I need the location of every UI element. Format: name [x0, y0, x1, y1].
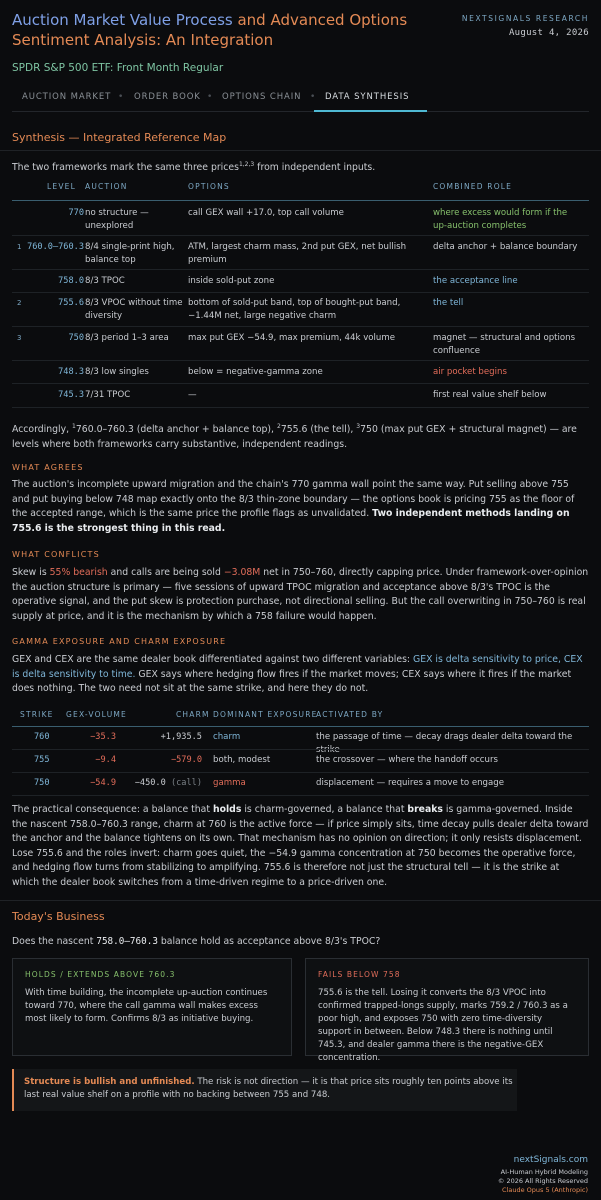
conclusion-callout: [12, 1069, 517, 1111]
report-date: August 4, 2026: [508, 28, 589, 38]
options-cell: max put GEX −54.9, max premium, 44k volume: [188, 333, 396, 343]
auction-cell: 8/3 TPOC: [85, 276, 125, 286]
auction-cell: 7/31 TPOC: [85, 390, 131, 400]
gex-cex-heading: GAMMA EXPOSURE AND CHARM EXPOSURE: [12, 637, 227, 646]
holds-scenario-heading: HOLDS / EXTENDS ABOVE 760.3: [25, 970, 176, 979]
auction-cell: no structure — unexplored: [85, 208, 149, 231]
activated-by-cell: displacement — requires a move to engage: [316, 778, 505, 788]
footer-copyright: © 2026 All Rights Reserved: [497, 1177, 588, 1185]
what-agrees-heading: WHAT AGREES: [12, 463, 84, 472]
tab-order-book[interactable]: ORDER BOOK: [134, 92, 201, 102]
tab-separator-dot: •: [207, 92, 213, 102]
divider: [0, 900, 601, 901]
charm-cell: −579.0: [170, 755, 202, 765]
row-rule: [12, 749, 589, 750]
gex-cell: −35.3: [90, 732, 116, 742]
row-rule: [12, 326, 589, 327]
tab-options-chain[interactable]: OPTIONS CHAIN: [222, 92, 302, 102]
activated-by-cell: the crossover — where the handoff occurs: [316, 755, 498, 765]
charm-cell: +1,935.5: [160, 732, 202, 742]
tab-bar: [12, 86, 589, 112]
activated-by-cell: the passage of time — decay drags dealer delta toward the: [316, 732, 573, 742]
tab-separator-dot: •: [118, 92, 124, 102]
auction-cell: 8/3 period 1–3 area: [85, 333, 169, 343]
tab-auction-market[interactable]: AUCTION MARKET: [22, 92, 112, 102]
charm-cell: −450.0 (call): [134, 778, 202, 788]
holds-scenario-card: [12, 958, 292, 1056]
options-cell: call GEX wall +17.0, top call volume: [188, 208, 344, 218]
todays-business-title: Today's Business: [12, 910, 105, 923]
role-cell: where excess would form if the up-auction completes: [433, 208, 568, 231]
business-question: Does the nascent 758.0–760.3 balance hold as acceptance above 8/3's TPOC?: [12, 936, 381, 947]
header-rule: [12, 200, 589, 201]
footer-site[interactable]: nextSignals.com: [513, 1155, 588, 1165]
exposure-cell: charm: [213, 732, 241, 742]
synthesis-title: Synthesis — Integrated Reference Map: [12, 131, 227, 144]
auction-cell: 8/4 single-print high, balance top: [85, 242, 175, 265]
synthesis-intro: The two frameworks mark the same three prices$^{1,2,3}$ from independent inputs.: [12, 161, 376, 174]
fails-scenario-text: 755.6 is the tell. Losing it converts the 8/3 VPOC into confirmed trapped-longs supply, marks 759.2 / 760.3 as a poor high, and exposes 750 with zero time-diversity support in between. Below 748.3 there is nothing until 745.3, and dealer gamma there is the negative-GEX concentration.: [318, 988, 568, 1063]
active-tab-indicator: [314, 110, 427, 112]
col-header-dominant-exposure: DOMINANT EXPOSURE: [213, 710, 318, 719]
page-title: Auction Market Value Process and Advanced Options Sentiment Analysis: An Integration: [12, 11, 408, 49]
tab-data-synthesis[interactable]: DATA SYNTHESIS: [325, 92, 410, 102]
gex-cell: −54.9: [90, 778, 116, 788]
options-cell: below = negative-gamma zone: [188, 367, 323, 377]
options-cell: inside sold-put zone: [188, 276, 275, 286]
col-header-level: LEVEL: [47, 182, 76, 191]
col-header-activated-by: ACTIVATED BY: [316, 710, 384, 719]
auction-cell: 8/3 VPOC without time diversity: [85, 298, 183, 321]
role-cell: air pocket begins: [433, 367, 507, 377]
fails-scenario-card: [305, 958, 589, 1063]
role-cell: delta anchor + balance boundary: [433, 242, 578, 252]
role-cell: the acceptance line: [433, 276, 518, 286]
options-cell: bottom of sold-put band, top of bought-put band, −1.44M net, large negative charm: [188, 298, 401, 321]
options-cell: —: [188, 390, 197, 400]
divider: [0, 150, 601, 151]
what-agrees-paragraph: The auction's incomplete upward migration and the chain's 770 gamma wall point the same way. Put selling above 755 and put buying below 748 map exactly onto the 8/3 thin-zone boundary — the options book is pricing 755 as the floor of the accepted range, which is the same price the profile flags as unvalidated. Two independent methods landing on 755.6 is the strongest thing in this read.: [12, 479, 575, 534]
gex-cex-paragraph: GEX and CEX are the same dealer book differentiated against two different variables: GEX is delta sensitivity to price, CEX is delta sensitivity to time. GEX says where hedging flow fires if the market moves; CEX says where it fires if the market does nothing. The two need not sit at the same strike, and here they do not.: [12, 654, 583, 694]
level-cell: 750: [68, 333, 84, 343]
row-index: 2: [17, 299, 22, 307]
row-rule: [12, 292, 589, 293]
exposure-cell: both, modest: [213, 755, 271, 765]
row-rule: [12, 269, 589, 270]
exposure-cell: gamma: [213, 778, 246, 788]
row-rule: [12, 360, 589, 361]
level-cell: 748.3: [58, 367, 84, 377]
header-rule: [12, 726, 589, 727]
col-header-strike: STRIKE: [20, 710, 54, 719]
level-cell: 760.0–760.3: [27, 242, 84, 252]
footer-model-credit: Claude Opus 5 (Anthropic): [502, 1186, 588, 1194]
row-rule: [12, 235, 589, 236]
options-cell: ATM, largest charm mass, 2nd put GEX, net bullish premium: [188, 242, 407, 265]
instrument-subtitle: SPDR S&P 500 ETF: Front Month Regular: [12, 62, 224, 74]
level-cell: 770: [68, 208, 84, 218]
tab-separator-dot: •: [310, 92, 316, 102]
accordingly-paragraph: Accordingly, $^1$760.0–760.3 (delta anchor + balance top), $^2$755.6 (the tell), $^3$750 (max put GEX + structural magnet) — are levels where both frameworks carry substantive, independent readings.: [12, 423, 577, 450]
gex-cell: −9.4: [95, 755, 116, 765]
role-cell: the tell: [433, 298, 464, 308]
strike-cell: 750: [34, 778, 50, 788]
level-cell: 745.3: [58, 390, 84, 400]
row-rule: [12, 383, 589, 384]
row-rule: [12, 407, 589, 408]
role-cell: magnet — structural and options confluence: [433, 333, 576, 356]
col-header-charm: CHARM: [176, 710, 210, 719]
strike-cell: 760: [34, 732, 50, 742]
role-cell: first real value shelf below: [433, 390, 547, 400]
row-rule: [12, 795, 589, 796]
fails-scenario-heading: FAILS BELOW 758: [318, 970, 401, 979]
row-rule: [12, 772, 589, 773]
level-cell: 755.6: [58, 298, 84, 308]
holds-scenario-text: With time building, the incomplete up-auction continues toward 770, where the call gamma wall makes excess most likely to form. Confirms 8/3 as initiative buying.: [25, 988, 268, 1024]
col-header-combined-role: COMBINED ROLE: [433, 182, 513, 191]
row-index: 1: [17, 243, 22, 251]
row-index: 3: [17, 334, 22, 342]
conclusion-text: Structure is bullish and unfinished. The risk is not direction — it is that price sits roughly ten points above its last real value shelf on a profile with no backing between 755 and 748.: [24, 1077, 513, 1100]
level-cell: 758.0: [58, 276, 84, 286]
strike-cell: 755: [34, 755, 50, 765]
what-conflicts-heading: WHAT CONFLICTS: [12, 550, 100, 559]
auction-cell: 8/3 low singles: [85, 367, 149, 377]
what-conflicts-paragraph: Skew is 55% bearish and calls are being sold −3.08M net in 750–760, directly capping price. Under framework-over-opinion the auction structure is primary — five sessions of upward TPOC migration and acceptance above 8/3's TPOC is the operative signal, and the put skew is protection purchase, not directional selling. But the call overwriting in 750–760 is real supply at price, and it is the mechanism by which a 758 failure would happen.: [12, 567, 589, 622]
consequence-paragraph: The practical consequence: a balance that holds is charm-governed, a balance that breaks is gamma-governed. Inside the nascent 758.0–760.3 range, charm at 760 is the active force — if price simply sits, time decay pulls dealer delta toward the anchor and the balance tightens on its own. That mechanism has no opinion on direction; it only resists displacement. Lose 755.6 and the roles invert: charm goes quiet, the −54.9 gamma concentration at 750 becomes the operative force, and hedging flow turns from stabilizing to amplifying. 755.6 is therefore not just the structural tell — it is the strike at which the dealer book switches from a time-driven regime to a price-driven one.: [12, 804, 589, 888]
footer-modeling: AI-Human Hybrid Modeling: [500, 1168, 588, 1176]
brand-label: NEXTSIGNALS RESEARCH: [461, 14, 589, 23]
col-header-gex-volume: GEX-VOLUME: [66, 710, 127, 719]
col-header-options: OPTIONS: [188, 182, 230, 191]
col-header-auction: AUCTION: [85, 182, 128, 191]
